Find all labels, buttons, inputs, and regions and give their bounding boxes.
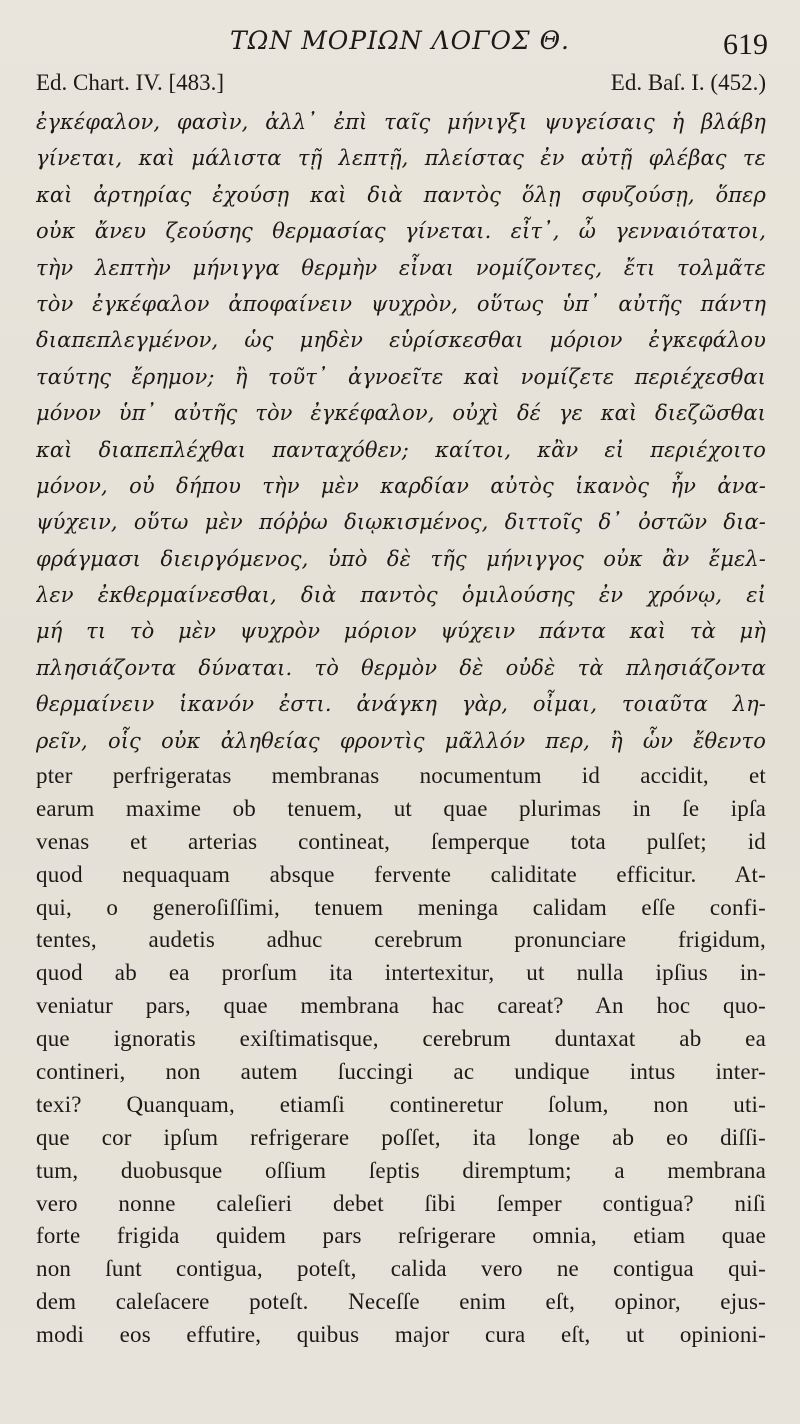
latin-line: contineri, non autem ſuccingi ac undique intus inter- [36, 1059, 766, 1085]
latin-line: veniatur pars, quae membrana hac careat? An hoc quo- [36, 993, 766, 1019]
latin-line: quod ab ea prorſum ita intertexitur, ut nulla ipſius in- [36, 960, 766, 986]
latin-line: dem caleſacere poteſt. Neceſſe enim eſt, opinor, ejus- [36, 1289, 766, 1315]
latin-text-block [36, 760, 766, 1352]
latin-line: quod nequaquam absque fervente caliditate efficitur. At- [36, 861, 766, 887]
greek-line: καὶ διαπεπλέχθαι πανταχόθεν; καίτοι, κἂν εἰ περιέχοιτο [36, 437, 766, 462]
greek-line: ἐγκέφαλον, φασὶν, ἀλλ᾿ ἐπὶ ταῖς μήνιγξι ψυγείσαις ἡ βλάβη [36, 110, 766, 134]
edition-left: Ed. Chart. IV. [483.] [36, 70, 225, 95]
greek-line: μή τι τὸ μὲν ψυχρὸν μόριον ψύχειν πάντα καὶ τὰ μὴ [36, 619, 766, 644]
greek-line: λεν ἐκθερμαίνεσθαι, διὰ παντὸς ὁμιλούσης ἐν χρόνῳ, εἰ [36, 583, 766, 608]
latin-line: pter perfrigeratas membranas nocumentum id accidit, et [36, 763, 766, 788]
latin-line: tentes, audetis adhuc cerebrum pronunciare frigidum, [36, 927, 766, 953]
latin-line: forte frigida quidem pars reſrigerare omnia, etiam quae [36, 1223, 766, 1249]
latin-line: earum maxime ob tenuem, ut quae plurimas in ſe ipſa [36, 795, 766, 821]
latin-line: vero nonne caleſieri debet ſibi ſemper contigua? niſi [36, 1190, 766, 1216]
greek-line: πλησιάζοντα δύναται. τὸ θερμὸν δὲ οὐδὲ τὰ πλησιάζοντα [36, 655, 766, 680]
latin-line: venas et arterias contineat, ſemperque tota pulſet; id [36, 828, 766, 854]
greek-line: τὴν λεπτὴν μήνιγγα θερμὴν εἶναι νομίζοντες, ἔτι τολμᾶτε [36, 255, 766, 280]
latin-line: non ſunt contigua, poteſt, calida vero ne contigua qui- [36, 1256, 766, 1282]
latin-line: tum, duobusque oſſium ſeptis diremptum; a membrana [36, 1157, 766, 1183]
greek-text-block [36, 104, 766, 759]
running-title: ΤΩΝ ΜΟΡΙΩΝ ΛΟΓΟΣ Θ. [229, 26, 571, 55]
greek-line: μόνον ὑπ᾿ αὐτῆς τὸν ἐγκέφαλον, οὐχὶ δέ γε καὶ διεζῶσθαι [36, 401, 766, 426]
greek-line: θερμαίνειν ἱκανόν ἐστι. ἀνάγκη γὰρ, οἶμαι, τοιαῦτα λη- [36, 692, 766, 717]
latin-line: que ignoratis exiſtimatisque, cerebrum duntaxat ab ea [36, 1026, 766, 1052]
latin-line: modi eos effutire, quibus major cura eſt, ut opinioni- [36, 1322, 766, 1348]
greek-line: ταύτης ἔρημον; ἢ τοῦτ᾿ ἀγνοεῖτε καὶ νομίζετε περιέχεσθαι [36, 364, 766, 389]
greek-line: διαπεπλεγμένον, ὡς μηδὲν εὑρίσκεσθαι μόριον ἐγκεφάλου [36, 328, 766, 353]
latin-line: qui, o generoſiſſimi, tenuem meninga calidam eſſe confi- [36, 894, 766, 920]
greek-line: οὐκ ἄνευ ζεούσης θερμασίας γίνεται. εἶτ᾿, ὦ γενναιότατοι, [36, 219, 766, 244]
latin-line: texi? Quanquam, etiamſi contineretur ſolum, non uti- [36, 1091, 766, 1117]
greek-line: γίνεται, καὶ μάλιστα τῇ λεπτῇ, πλείστας ἐν αὐτῇ φλέβας τε [36, 146, 766, 171]
greek-line: ψύχειν, οὕτω μὲν πόῤῥω διῳκισμένος, διττοῖς δ᾿ ὀστῶν δια- [36, 510, 766, 535]
greek-line: καὶ ἀρτηρίας ἐχούσῃ καὶ διὰ παντὸς ὅλῃ σφυζούσῃ, ὅπερ [36, 182, 766, 207]
edition-right: Ed. Baſ. I. (452.) [610, 70, 766, 95]
greek-line: φράγμασι διειργόμενος, ὑπὸ δὲ τῆς μήνιγγος οὐκ ἂν ἔμελ- [36, 546, 766, 571]
greek-line: μόνον, οὐ δήπου τὴν μὲν καρδίαν αὐτὸς ἱκανὸς ἦν ἀνα- [36, 473, 766, 498]
page-number: 619 [723, 28, 768, 61]
greek-line: τὸν ἐγκέφαλον ἀποφαίνειν ψυχρὸν, οὕτως ὑπ᾿ αὐτῆς πάντη [36, 291, 766, 316]
greek-line: ρεῖν, οἷς οὐκ ἀληθείας φροντὶς μᾶλλόν περ, ἢ ὧν ἔθεντο [36, 728, 766, 753]
latin-line: que cor ipſum refrigerare poſſet, ita longe ab eo diſſi- [36, 1124, 766, 1150]
